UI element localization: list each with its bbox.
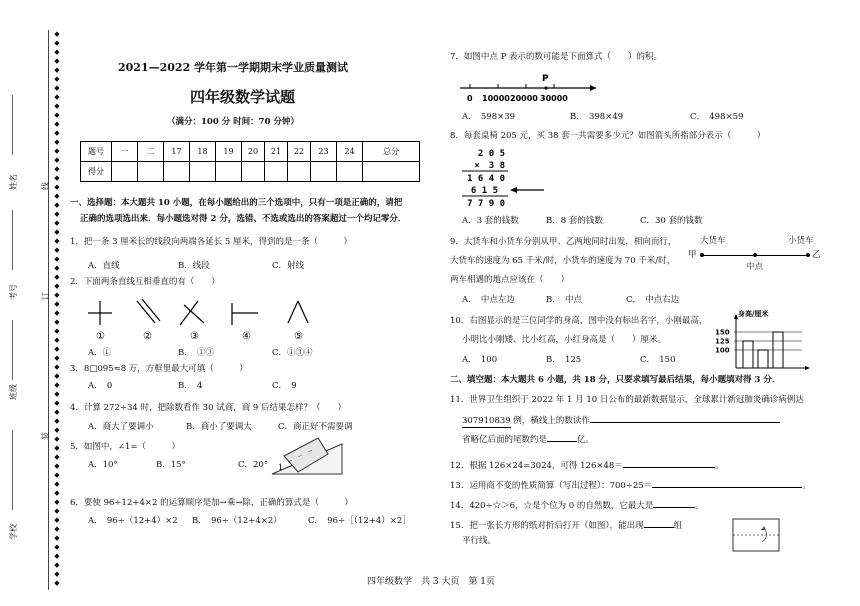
q15-answer-blank[interactable] (644, 518, 674, 528)
binding-line (48, 30, 49, 590)
q10-line1: 10．右图显示的是三位同学的身高，图中没有标出名字，小刚最高， (450, 316, 708, 326)
q6-option-a[interactable]: A． 96÷（12+4）×2 (88, 516, 178, 526)
score-input-cell[interactable] (242, 162, 265, 182)
binding-id-label: 考号 (9, 284, 18, 300)
fig-label: ④ (242, 331, 251, 342)
small-truck-label: 小货车 (788, 236, 814, 246)
q8-option-a[interactable]: A．3 套的钱数 (462, 216, 519, 226)
q11-line3 (462, 432, 594, 446)
q5-option-c[interactable]: C．20° (238, 460, 269, 470)
score-table-header-row (81, 142, 420, 162)
score-input-cell[interactable] (190, 162, 216, 182)
route-mid-dot (753, 253, 757, 257)
q11-unit: 亿。 (577, 435, 595, 445)
calc-line: 6 1 5 (470, 186, 498, 196)
fig-label: ① (96, 331, 105, 342)
midpoint-label: 中点 (746, 262, 764, 272)
axis-label: 10000 (482, 94, 510, 103)
q4-option-a[interactable]: A．商大了要调小 (88, 422, 154, 432)
q2-text: 2．下面两条直线互相垂直的有（ ） (70, 277, 220, 287)
table-cell: 一 (112, 142, 138, 162)
q15-unit: 组 (673, 521, 683, 531)
q9-option-a[interactable]: A． 中点左边 (462, 295, 515, 305)
route-end-dot (806, 253, 810, 257)
chart-ylabel: 身高/厘米 (738, 309, 769, 318)
q3-option-b[interactable]: B． 4 (178, 381, 203, 391)
route-end-dot (700, 253, 704, 257)
table-cell: 二 (138, 142, 164, 162)
q2-line-figures (80, 295, 330, 343)
q15-line2: 平行线。 (462, 536, 497, 546)
score-table-score-row (81, 162, 420, 182)
q3-text: 3．8□095≈8 万，方框里最大可填（ ） (70, 364, 248, 374)
q5-text: 5．如图中，∠1=（ ） (70, 442, 181, 452)
q9-line2: 大货车的速度为 65 千米/时，小货车的速度为 70 千米/时， (450, 256, 676, 266)
table-cell: 21 (265, 142, 288, 162)
point-yi-label: 乙 (812, 250, 821, 260)
id-blank (12, 210, 13, 270)
q3-option-a[interactable]: A． 0 (88, 381, 113, 391)
point-jia-label: 甲 (688, 250, 697, 260)
q6-text: 6．要使 96÷12+4×2 的运算顺序是加→乘→除，正确的算式是（ ） (70, 498, 353, 508)
q9-option-c[interactable]: C． 中点右边 (626, 295, 680, 305)
calc-line: 2 0 5 (477, 149, 505, 159)
exam-subtitle: 四年级数学试题 (190, 88, 296, 106)
section2-heading: 二、填空题：本大题共 6 小题，共 18 分，只要求填写最后结果，每小题填对得 3 分． (450, 375, 781, 385)
point-p-label: P (542, 74, 549, 84)
score-table (80, 141, 420, 182)
axis-label: 0 (467, 94, 473, 103)
q11-reading-blank[interactable] (590, 413, 780, 423)
score-input-cell[interactable] (311, 162, 337, 182)
q8-vertical-multiplication (460, 146, 560, 210)
score-input-cell[interactable] (288, 162, 311, 182)
table-cell: 总分 (363, 142, 420, 162)
q15-folded-paper-figure (732, 518, 782, 554)
exam-meta: （满分：100 分 时间：70 分钟） (167, 117, 299, 127)
height-bar-chart (712, 306, 812, 372)
page-footer: 四年级数学 共 3 大页 第 1页 (367, 577, 496, 587)
score-input-cell[interactable] (138, 162, 164, 182)
q15-line1 (450, 518, 682, 532)
q6-option-b[interactable]: B． 96÷（12+4×2） (192, 516, 282, 526)
q4-option-c[interactable]: C．商正好不需要调 (278, 422, 353, 432)
q10-option-c[interactable]: C． 150 (640, 355, 676, 365)
table-cell: 得分 (81, 162, 112, 182)
binding-diamonds: ◆ ◆ ◆ ◆ ◆ ◆ ◆ ◆ ◆ ◆ ◆ ◆ ◆ ◆ ◆ ◆ ◆ ◆ ◆ ◆ ◆ ◆ ◆ ◆ ◆ ◆ ◆ ◆ ◆ ◆ ◆ ◆ ◆ ◆ ◆ ◆ ◆ ◆ ◆ ◆ ◆ ◆ ◆ ◆ ◆ ◆ ◆ ◆ ◆ ◆ ◆ ◆ ◆ ◆ ◆ ◆ ◆ ◆ ◆ ◆ ◆ ◆ (54, 30, 60, 587)
q9-route-diagram (688, 236, 820, 276)
q11-approx-blank[interactable] (547, 432, 577, 442)
q14-text: 14．420÷☆＞6，☆是个位为 0 的自然数，它最大是 (450, 501, 654, 511)
binding-class-label: 班级 (9, 384, 18, 400)
score-input-cell[interactable] (112, 162, 138, 182)
q14-answer-blank[interactable] (653, 498, 695, 508)
q14-line: 14．420÷☆＞6，☆是个位为 0 的自然数，它最大是 。 (450, 498, 704, 512)
school-blank (12, 430, 13, 510)
binding-mark-xian: 线 (41, 182, 50, 190)
axis-label: 30000 (540, 94, 568, 103)
q10-line2: 小明比小刚矮、比小红高，小红身高是（ ）厘米。 (462, 335, 667, 345)
binding-mark-ding: 订 (41, 292, 50, 300)
table-cell: 17 (164, 142, 190, 162)
q13-text: 13．运用商不变的性质简算（写出过程）：700÷25＝ (450, 481, 653, 491)
q11-case-number: 307910839 (462, 416, 511, 426)
table-cell: 18 (190, 142, 216, 162)
q8-option-b[interactable]: B．8 套的钱数 (546, 216, 603, 226)
q10-option-a[interactable]: A． 100 (462, 355, 498, 365)
q3-option-c[interactable]: C． 9 (272, 381, 297, 391)
q7-text: 7．如图中点 P 表示的数可能是下面算式（ ）的积。 (450, 52, 663, 62)
fig-label: ⑤ (294, 331, 303, 342)
q8-text: 8．每套桌椅 205 元，买 38 套一共需要多少元？如图箭头所指部分表示（ ） (450, 131, 766, 141)
height-bar (743, 341, 753, 368)
q1-option-a[interactable]: A．直线 (88, 261, 120, 271)
class-blank (12, 320, 13, 380)
score-input-cell[interactable] (265, 162, 288, 182)
q1-option-b[interactable]: B．线段 (178, 261, 210, 271)
table-cell: 题号 (81, 142, 112, 162)
q11-approx-prompt: 省略亿后面的尾数约是 (462, 435, 548, 445)
q9-line3: 两车相遇的地点应该在（ ） (450, 275, 570, 285)
fig-label: ② (143, 331, 152, 342)
q10-option-b[interactable]: B． 125 (546, 355, 582, 365)
y-tick-label: 125 (715, 337, 730, 346)
q9-line1: 9．大货车和小货车分别从甲、乙两地同时出发，相向而行， (450, 237, 677, 247)
binding-mark-zhuang: 装 (41, 432, 50, 440)
big-truck-label: 大货车 (700, 236, 726, 246)
table-cell: 20 (242, 142, 265, 162)
score-input-cell[interactable] (216, 162, 242, 182)
q4-option-b[interactable]: B．商小了要调大 (186, 422, 252, 432)
q13-answer-blank[interactable] (652, 478, 802, 488)
section1-heading-line1: 一、选择题：本大题共 10 小题，在每小题给出的三个选项中，只有一项是正确的，请把 (70, 198, 403, 208)
table-cell: 22 (288, 142, 311, 162)
y-tick-label: 100 (715, 346, 730, 355)
q11-reading-prompt: 例，横线上的数读作 (510, 416, 590, 426)
name-blank (12, 95, 13, 155)
q1-option-c[interactable]: C．射线 (272, 261, 305, 271)
fig-label: ③ (190, 331, 199, 342)
q15-text: 15．把一张长方形的纸对折后打开（如图），能出现 (450, 521, 644, 531)
q5-option-b[interactable]: B．15° (156, 460, 186, 470)
exam-title: 2021—2022 学年第一学期期末学业质量测试 (118, 61, 349, 74)
axis-label: 20000 (510, 94, 538, 103)
q6-option-c[interactable]: C． 96÷［（12+4）×2］ (308, 516, 411, 526)
q11-line2 (462, 413, 780, 428)
height-bar (758, 350, 768, 368)
calc-line: × 3 8 (474, 161, 505, 171)
angle-label: 1 (278, 463, 284, 472)
q2-option-a[interactable]: A．① (88, 348, 112, 358)
table-cell: 24 (337, 142, 363, 162)
q2-option-b[interactable]: B． ①③ (178, 348, 214, 358)
q1-text: 1．把一条 3 厘米长的线段向两端各延长 5 厘米，得到的是一条（ ） (70, 237, 353, 247)
q12-text: 12．根据 126×24=3024，可得 126×48＝ (450, 461, 623, 471)
q8-option-c[interactable]: C．30 套的钱数 (640, 216, 703, 226)
calc-line: 1 6 4 0 (467, 174, 505, 184)
q7-option-c[interactable]: C． 498×59 (690, 112, 744, 122)
score-input-cell[interactable] (363, 162, 420, 182)
y-tick-label: 150 (715, 328, 730, 337)
q13-line: 13．运用商不变的性质简算（写出过程）：700÷25＝ 。 (450, 478, 811, 492)
q4-text: 4．计算 272÷34 时，把除数看作 30 试商，商 9 后结果怎样？（ ） (70, 403, 347, 413)
q7-option-b[interactable]: B． 398×49 (570, 112, 624, 122)
q9-option-b[interactable]: B． 中点 (546, 295, 582, 305)
q11-line1: 11．世界卫生组织于 2022 年 1 月 10 日公布的最新数据显示，全球累计新冠肺炎确诊病例达 (450, 395, 804, 405)
q7-number-line (458, 70, 598, 106)
q12-answer-blank[interactable] (623, 458, 715, 468)
q5-triangle-ruler-figure (268, 436, 348, 478)
binding-school-label: 学校 (9, 524, 18, 540)
q5-option-a[interactable]: A．10° (88, 460, 118, 470)
section1-heading-line2: 正确的选项选出来．每小题选对得 2 分，选错、不选或选出的答案超过一个均记零分． (80, 214, 407, 224)
score-input-cell[interactable] (164, 162, 190, 182)
q7-option-a[interactable]: A． 598×39 (462, 112, 516, 122)
binding-name-label: 姓名 (9, 174, 18, 190)
calc-line: 7 7 9 0 (467, 199, 505, 209)
table-cell: 19 (216, 142, 242, 162)
score-input-cell[interactable] (337, 162, 363, 182)
table-cell: 23 (311, 142, 337, 162)
q2-option-c[interactable]: C．①③④ (272, 348, 313, 358)
q12-line: 12．根据 126×24=3024，可得 126×48＝ 。 (450, 458, 723, 472)
